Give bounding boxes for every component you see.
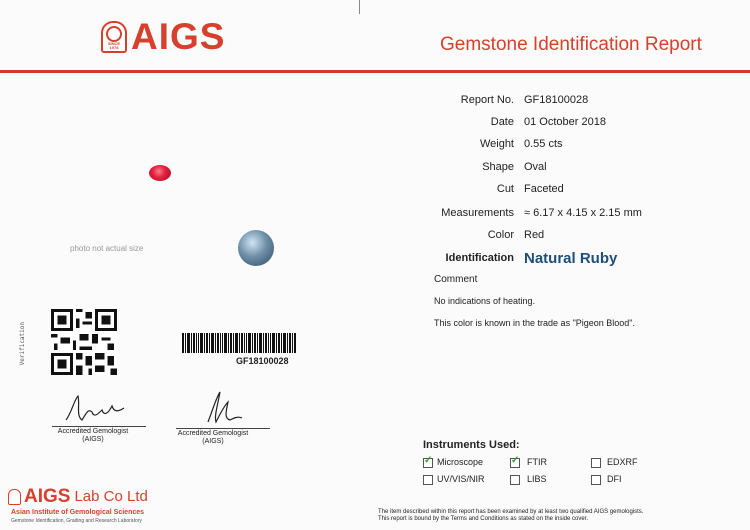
edxrf-label: EDXRF: [607, 457, 638, 467]
signature-line-1: [52, 426, 146, 427]
shape-label: Shape: [482, 161, 514, 173]
signature-2-title: Accredited Gemologist: [177, 430, 249, 437]
ftir-label: FTIR: [527, 457, 547, 467]
signature-2-org: (AIGS): [202, 438, 224, 445]
gemstone-photo: [149, 165, 171, 181]
report-title: Gemstone Identification Report: [440, 34, 702, 55]
libs-checkbox[interactable]: [510, 475, 520, 485]
measurements-label: Measurements: [441, 207, 514, 219]
report-no-label: Report No.: [460, 94, 514, 106]
comment-label: Comment: [434, 274, 478, 285]
logo-text: AIGS: [131, 16, 226, 57]
cut-value: Faceted: [524, 183, 564, 195]
photo-note: photo not actual size: [70, 244, 144, 253]
uv-vis-nir-label: UV/VIS/NIR: [437, 474, 485, 484]
microscope-label: Microscope: [437, 457, 484, 467]
identification-label: Identification: [445, 252, 514, 264]
lab-seal-icon: [8, 489, 21, 505]
lab-logo-text: AIGS: [24, 486, 71, 507]
lab-name: Lab Co Ltd: [74, 488, 148, 505]
comment-line-1: No indications of heating.: [434, 296, 536, 306]
dfi-checkbox[interactable]: [591, 475, 601, 485]
cut-label: Cut: [496, 183, 514, 195]
identification-value: Natural Ruby: [524, 250, 618, 267]
signature-1-org: (AIGS): [82, 436, 104, 443]
seal-text: SINCE 1978: [107, 40, 121, 50]
signature-2: [186, 388, 246, 428]
lab-logo: [8, 487, 148, 506]
hologram-sticker: [238, 230, 274, 266]
shape-value: Oval: [524, 161, 547, 173]
libs-label: LIBS: [527, 474, 547, 484]
barcode-icon: [182, 333, 296, 353]
aigs-seal-icon: [101, 21, 127, 53]
date-label: Date: [490, 116, 514, 128]
footer-note: [378, 509, 643, 523]
uv-vis-nir-checkbox[interactable]: [423, 475, 433, 485]
report-no-value: GF18100028: [524, 94, 589, 106]
color-value: Red: [524, 229, 545, 241]
comment-line-2: This color is known in the trade as "Pigeon Blood".: [434, 318, 635, 328]
institute-subtitle: Gemstone Identification, Grading and Research Laboratory: [11, 518, 142, 524]
measurements-value: ≈ 6.17 x 4.15 x 2.15 mm: [524, 207, 642, 219]
weight-label: Weight: [479, 138, 514, 150]
header-divider: [0, 70, 750, 73]
footer-line-1: The item described within this report has been examined by at least two qualified AIGS gemologists.: [378, 509, 644, 515]
barcode-number: GF18100028: [236, 356, 289, 366]
instruments-title: Instruments Used:: [423, 439, 520, 451]
dfi-label: DFI: [607, 474, 622, 484]
aigs-logo: [101, 18, 225, 55]
weight-value: 0.55 cts: [524, 138, 563, 150]
signature-1-title: Accredited Gemologist: [57, 428, 129, 435]
fold-mark: [359, 0, 360, 14]
footer-line-2: This report is bound by the Terms and Conditions as stated on the inside cover.: [378, 516, 589, 522]
ftir-check-icon: ✓: [511, 455, 520, 466]
signature-1: [58, 390, 128, 426]
color-label: Color: [487, 229, 514, 241]
verification-label: Verification: [19, 322, 26, 366]
edxrf-checkbox[interactable]: [591, 458, 601, 468]
qr-code-icon[interactable]: [51, 309, 117, 375]
signature-line-2: [176, 428, 270, 429]
institute-name: Asian Institute of Gemological Sciences: [11, 509, 145, 516]
microscope-check-icon: ✓: [424, 455, 433, 466]
date-value: 01 October 2018: [524, 116, 606, 128]
